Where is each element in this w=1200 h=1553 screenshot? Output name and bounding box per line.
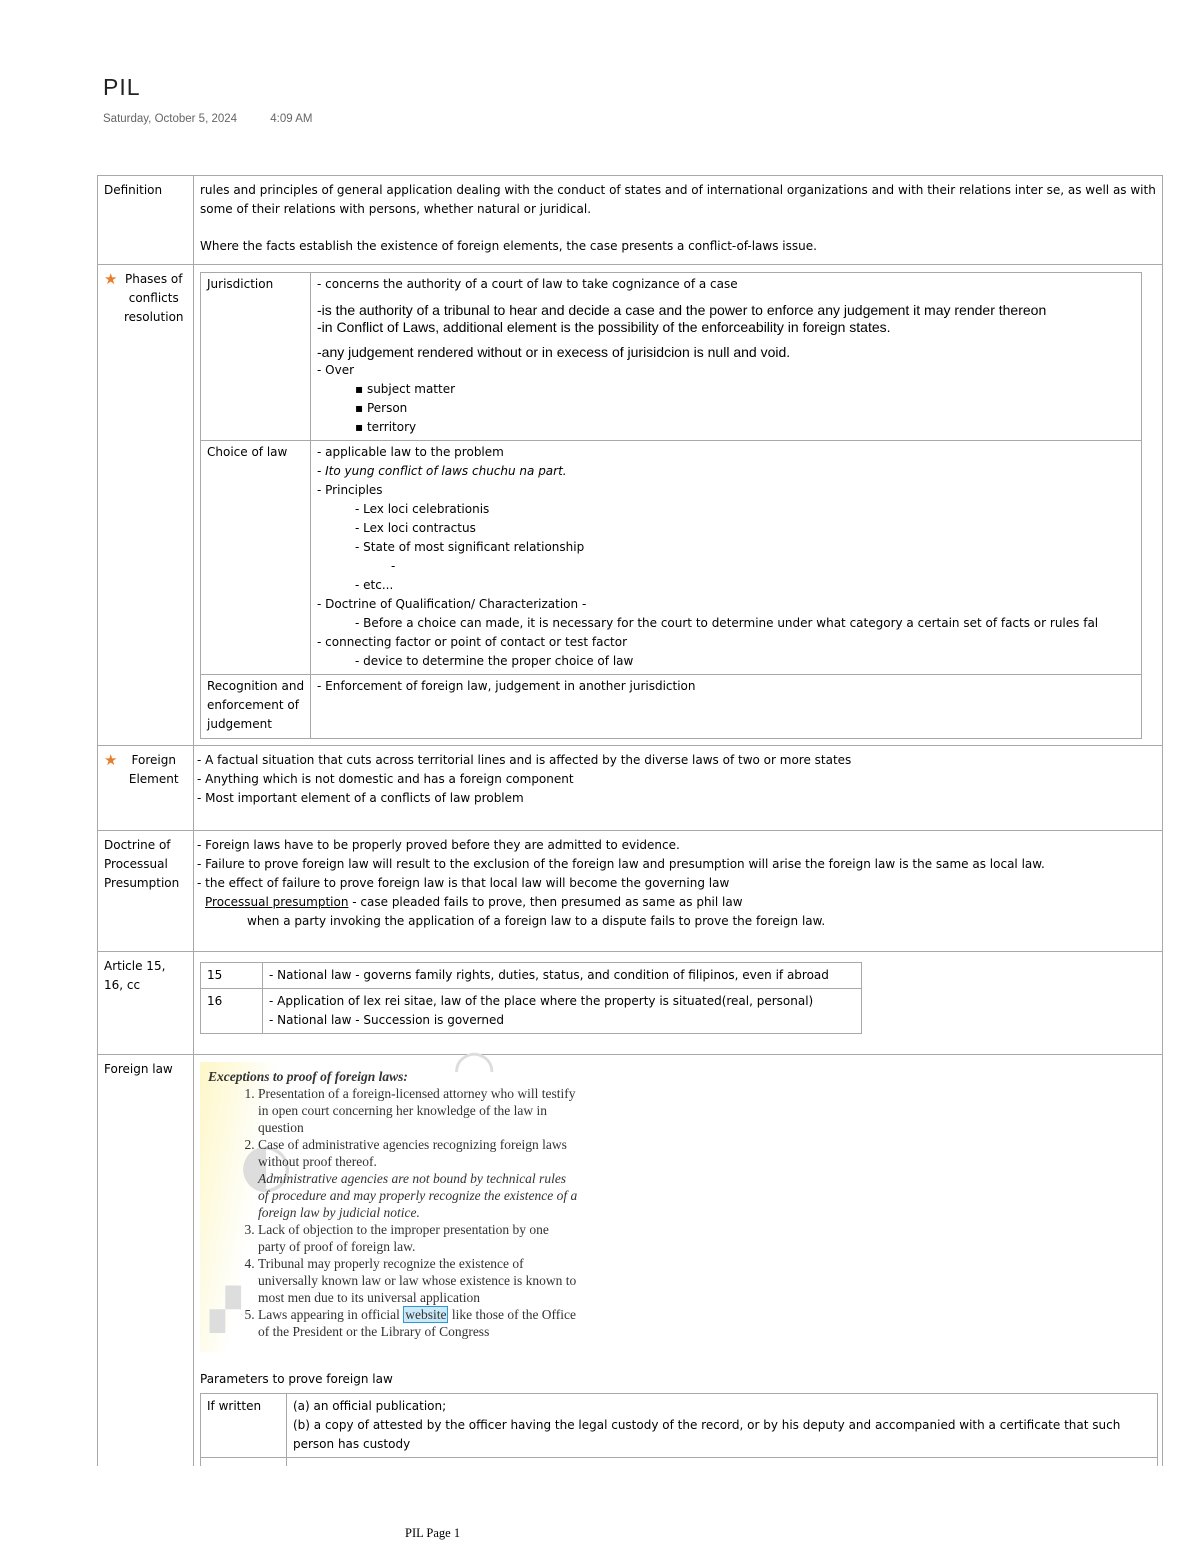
jurisdiction-line-5: - Over: [317, 363, 355, 377]
definition-content: [194, 176, 1163, 265]
processual-line-1: - Foreign laws have to be properly proved before they are admitted to evidence.: [197, 838, 680, 852]
params-item-a: (a) an official publication;: [293, 1399, 447, 1413]
processual-line-3: - the effect of failure to prove foreign law is that local law will become the governing law: [197, 876, 730, 890]
foreign-element-line-3: - Most important element of a conflicts of law problem: [197, 791, 524, 805]
exception-item-5: [258, 1306, 598, 1340]
exceptions-list: [200, 1085, 598, 1340]
jurisdiction-content: [311, 273, 1142, 441]
star-icon: ★: [104, 270, 118, 288]
jurisdiction-bullet-2: ▪ Person: [355, 401, 408, 415]
processual-line-4: [197, 893, 1156, 912]
article-16-row: [201, 989, 862, 1034]
choice-line-1: - applicable law to the problem: [317, 445, 504, 459]
choice-line-5: - connecting factor or point of contact or test factor: [317, 635, 628, 649]
processual-definition: - case pleaded fails to prove, then presumed as same as phil law: [348, 895, 743, 909]
exceptions-heading: Exceptions to proof of foreign laws:: [208, 1069, 408, 1084]
exception-item-3: 3. Lack of objection to the improper presentation by one party of proof of foreign law.: [258, 1221, 598, 1255]
foreign-element-line-2: - Anything which is not domestic and has a foreign component: [197, 772, 574, 786]
choice-principle-5: - etc...: [355, 578, 394, 592]
foreign-element-label: Foreign Element: [128, 753, 179, 786]
page-title: PIL: [103, 74, 141, 100]
jurisdiction-line-3: -in Conflict of Laws, additional element is the possibility of the enforceability in foreign states.: [317, 319, 891, 335]
exception-item-2: [258, 1136, 598, 1221]
jurisdiction-label: Jurisdiction: [201, 273, 311, 441]
row-articles: [98, 952, 1163, 1055]
params-item-b: (b) a copy of attested by the officer having the legal custody of the record, or by his deputy and accompanied with a certificate that such person has custody: [293, 1418, 1121, 1451]
params-empty-cell: [201, 1458, 287, 1466]
exception-item-1: 1. Presentation of a foreign-licensed attorney who will testify in open court concerning her knowledge of the law in question: [258, 1085, 598, 1136]
choice-line-3: - Principles: [317, 483, 383, 497]
jurisdiction-line-2: -is the authority of a tribunal to hear and decide a case and the power to enforce any judgement it may render thereon: [317, 302, 1047, 318]
params-if-written: If written: [201, 1394, 287, 1458]
definition-line-2: Where the facts establish the existence of foreign elements, the case presents a conflict-of-laws issue.: [200, 239, 817, 253]
choice-principle-1: - Lex loci celebrationis: [355, 502, 490, 516]
label-articles: Article 15, 16, cc: [98, 952, 194, 1055]
highlighted-word: website: [405, 1307, 447, 1322]
params-next-row: [201, 1458, 1158, 1466]
articles-content: [194, 952, 1163, 1055]
article-16-line-1: - Application of lex rei sitae, law of the place where the property is situated(real, personal): [269, 994, 814, 1008]
article-15-number: 15: [201, 963, 263, 989]
phase-choice-of-law: [201, 441, 1142, 675]
exception-item-2-text: Case of administrative agencies recognizing foreign laws without proof thereof.: [258, 1137, 567, 1169]
choice-principle-2: - Lex loci contractus: [355, 521, 476, 535]
choice-line-4: - Doctrine of Qualification/ Characterization -: [317, 597, 587, 611]
choice-line-2: - Ito yung conflict of laws chuchu na part.: [317, 464, 567, 478]
exceptions-image: [200, 1039, 598, 1352]
page-footer: PIL Page 1: [405, 1526, 461, 1540]
row-foreign-element: [98, 746, 1163, 831]
label-processual: Doctrine of Processual Presumption: [98, 831, 194, 952]
watermark-icon: ▞: [210, 1287, 241, 1333]
params-written-content: [287, 1394, 1158, 1458]
article-15-row: [201, 963, 862, 989]
phase-jurisdiction: [201, 273, 1142, 441]
row-foreign-law: [98, 1055, 1163, 1466]
choice-label: Choice of law: [201, 441, 311, 675]
row-definition: [98, 176, 1163, 265]
jurisdiction-bullet-1: ▪ subject matter: [355, 382, 456, 396]
processual-line-2: - Failure to prove foreign law will result to the exclusion of the foreign law and presumption will arise the foreign law is the same as local law.: [197, 857, 1045, 871]
label-phases: [98, 265, 194, 746]
page-date: Saturday, October 5, 2024: [103, 113, 238, 125]
page-time: 4:09 AM: [270, 113, 313, 125]
foreign-element-content: [194, 746, 1163, 831]
params-written-row: [201, 1394, 1158, 1458]
params-title: Parameters to prove foreign law: [200, 1372, 393, 1386]
label-foreign-element: [98, 746, 194, 831]
processual-term: Processual presumption: [205, 895, 349, 909]
article-15-text: - National law - governs family rights, duties, status, and condition of filipinos, even if abroad: [263, 963, 862, 989]
exception-item-5-a: Laws appearing in official: [258, 1307, 404, 1322]
foreign-element-line-1: - A factual situation that cuts across territorial lines and is affected by the diverse laws of two or more states: [197, 753, 852, 767]
exception-item-2-note: Administrative agencies are not bound by technical rules of procedure and may properly recognize the existence of a foreign law by judicial notice.: [258, 1171, 578, 1220]
articles-table: [200, 962, 862, 1034]
phases-content: [194, 265, 1163, 746]
watermark-icon: ◠: [455, 1039, 494, 1097]
processual-content: [194, 831, 1163, 952]
choice-principle-3: - State of most significant relationship: [355, 540, 585, 554]
foreign-law-content: [194, 1039, 1163, 1466]
choice-connecting-detail: - device to determine the proper choice of law: [355, 654, 634, 668]
choice-doctrine-detail: - Before a choice can made, it is necessary for the court to determine under what category a certain set of facts or rules fal: [355, 616, 1099, 630]
article-16-text: [263, 989, 862, 1034]
star-icon: ★: [104, 751, 118, 769]
notes-table: [97, 175, 1163, 1466]
exception-item-4: 4. Tribunal may properly recognize the existence of universally known law or law whose existence is known to most men due to its universal application: [258, 1255, 598, 1306]
choice-content: [311, 441, 1142, 675]
phases-inner-table: [200, 272, 1142, 739]
definition-line-1: rules and principles of general application dealing with the conduct of states and of international organizations and with their relations inter se, as well as with some of their relations with persons, whether natural or juridical.: [200, 183, 1156, 216]
page-meta: [103, 113, 342, 125]
params-table: [200, 1393, 1158, 1466]
exception-item-5-b: like those of the Office of the President or the Library of Congress: [258, 1307, 577, 1339]
recognition-content: - Enforcement of foreign law, judgement in another jurisdiction: [311, 675, 1142, 739]
recognition-label: Recognition and enforcement of judgement: [201, 675, 311, 739]
watermark-icon: ◐: [240, 1130, 293, 1200]
article-16-line-2: - National law - Succession is governed: [269, 1013, 504, 1027]
row-phases: [98, 265, 1163, 746]
label-definition: Definition: [98, 176, 194, 265]
choice-principle-4: -: [391, 559, 396, 573]
processual-line-5: when a party invoking the application of a foreign law to a dispute fails to prove the foreign law.: [247, 914, 826, 928]
label-foreign-law: Foreign law: [98, 1055, 194, 1466]
jurisdiction-line-4: -any judgement rendered without or in execess of jurisidcion is null and void.: [317, 344, 791, 360]
row-processual: [98, 831, 1163, 952]
jurisdiction-bullet-3: ▪ territory: [355, 420, 417, 434]
params-empty-cell: [287, 1458, 1158, 1466]
jurisdiction-line-1: - concerns the authority of a court of law to take cognizance of a case: [317, 277, 738, 291]
phases-label: Phases of conflicts resolution: [123, 272, 184, 324]
article-16-number: 16: [201, 989, 263, 1034]
phase-recognition: [201, 675, 1142, 739]
